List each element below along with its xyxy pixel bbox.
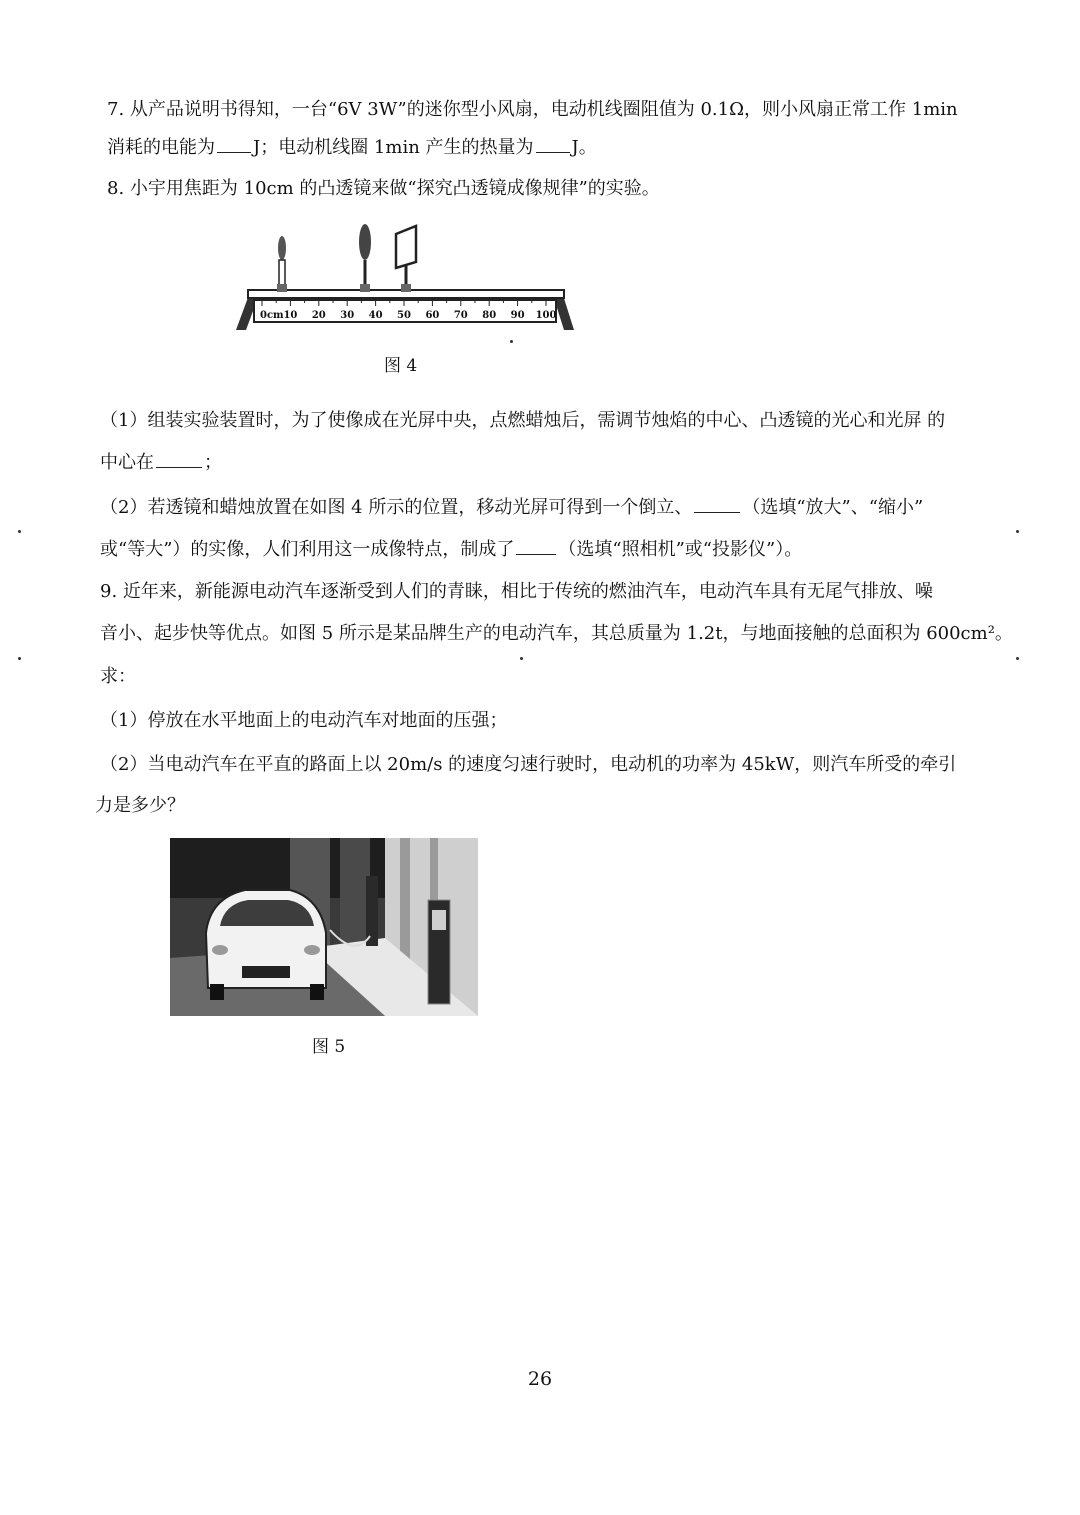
electric-car-photo <box>170 838 478 1016</box>
q8-part1-line-1: （1）组装实验装置时，为了使像成在光屏中央，点燃蜡烛后，需调节烛焰的中心、凸透镜的光心和光屏 的 <box>100 410 946 431</box>
scan-speck <box>18 657 21 660</box>
convex-lens <box>359 224 371 292</box>
scale-label: 70 <box>453 310 468 321</box>
q9-part2-line-1: （2）当电动汽车在平直的路面上以 20m/s 的速度匀速行驶时，电动机的功率为 45kW，则汽车所受的牵引 <box>100 754 957 775</box>
q7-line-2 <box>107 134 597 161</box>
q9-line-2: 音小、起步快等优点。如图 5 所示是某品牌生产的电动汽车，其总质量为 1.2t，与地面接触的总面积为 600cm²。 <box>100 623 1013 644</box>
scale-label: 0cm <box>260 310 284 321</box>
scan-speck <box>1016 657 1019 660</box>
answer-blank[interactable] <box>156 449 202 468</box>
q8-part1-line-2 <box>100 449 222 476</box>
scale-label: 50 <box>397 310 411 321</box>
q8-text: （选填“照相机”或“投影仪”）。 <box>558 539 803 560</box>
figure-4-caption: 图 4 <box>384 356 418 376</box>
scale-label: 20 <box>311 310 326 321</box>
q8-part2-line-2 <box>100 536 802 563</box>
scale-label: 100 <box>535 310 557 321</box>
scale-label: 10 <box>283 310 298 321</box>
answer-blank[interactable] <box>536 134 570 153</box>
q9-part2-line-2: 力是多少？ <box>95 795 185 816</box>
answer-blank[interactable] <box>694 494 740 513</box>
q7-text: J；电动机线圈 1min 产生的热量为 <box>253 137 534 158</box>
q8-text: （2）若透镜和蜡烛放置在如图 4 所示的位置，移动光屏可得到一个倒立、 <box>100 497 693 518</box>
answer-blank[interactable] <box>217 134 251 153</box>
q8-text: ； <box>204 452 222 473</box>
q8-intro: 8. 小宇用焦距为 10cm 的凸透镜来做“探究凸透镜成像规律”的实验。 <box>107 178 660 199</box>
page-number: 26 <box>527 1368 553 1390</box>
optical-bench-figure <box>230 220 580 338</box>
candle <box>277 236 287 292</box>
scale-label: 60 <box>425 310 440 321</box>
scan-speck <box>510 340 513 343</box>
scan-speck <box>520 657 523 660</box>
q8-text: 或“等大”）的实像，人们利用这一成像特点，制成了 <box>100 539 515 560</box>
scale-label: 80 <box>482 310 497 321</box>
scale-label: 90 <box>510 310 525 321</box>
q7-text: J。 <box>571 137 597 158</box>
q8-text: （选填“放大”、“缩小” <box>742 497 924 518</box>
scale-label: 40 <box>368 310 383 321</box>
q9-part1: （1）停放在水平地面上的电动汽车对地面的压强； <box>100 710 508 731</box>
q8-part2-line-1 <box>100 494 923 521</box>
q7-text: 消耗的电能为 <box>107 137 215 158</box>
q7-line-1: 7. 从产品说明书得知，一台“6V 3W”的迷你型小风扇，电动机线圈阻值为 0.1Ω，则小风扇正常工作 1min <box>107 99 958 120</box>
scan-speck <box>1016 530 1019 533</box>
q9-line-3: 求： <box>100 666 136 687</box>
answer-blank[interactable] <box>516 536 556 555</box>
figure-5-caption: 图 5 <box>312 1037 346 1057</box>
scale-label: 30 <box>340 310 355 321</box>
scan-speck <box>18 530 21 533</box>
light-screen <box>396 226 416 292</box>
q9-line-1: 9. 近年来，新能源电动汽车逐渐受到人们的青睐，相比于传统的燃油汽车，电动汽车具有无尾气排放、噪 <box>100 581 933 602</box>
q8-text: 中心在 <box>100 452 154 473</box>
